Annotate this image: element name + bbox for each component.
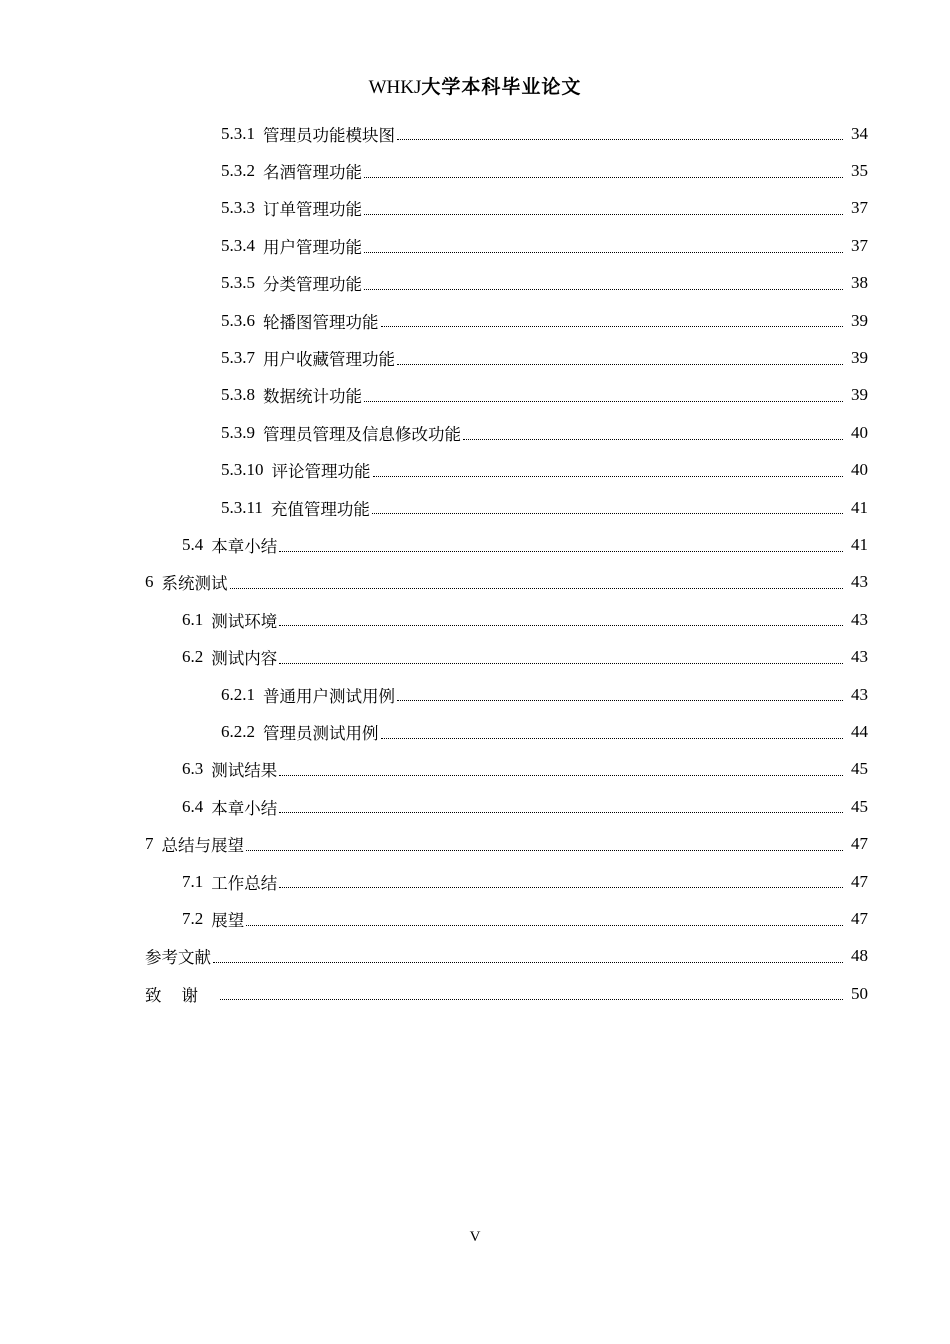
- toc-entry-title: 管理员管理及信息修改功能: [263, 424, 461, 444]
- toc-entry-page: 43: [851, 572, 868, 592]
- toc-entry[interactable]: [145, 825, 868, 862]
- header-title: 大学本科毕业论文: [421, 76, 582, 98]
- toc-entry[interactable]: [145, 414, 868, 451]
- toc-entry-page: 50: [851, 983, 868, 1003]
- toc-dot-leader: [364, 252, 843, 253]
- toc-entry[interactable]: [145, 339, 868, 376]
- toc-entry-title: 参考文献: [145, 948, 211, 968]
- toc-entry-title: 测试结果: [211, 761, 278, 781]
- toc-entry-page: 40: [851, 460, 868, 480]
- toc-entry-page: 47: [851, 834, 868, 854]
- toc-entry[interactable]: [145, 152, 868, 189]
- toc-entry[interactable]: [145, 190, 868, 227]
- toc-entry-page: 43: [851, 609, 868, 629]
- toc-entry-page: 43: [851, 684, 868, 704]
- toc-dot-leader: [279, 663, 843, 664]
- toc-entry-title: 测试内容: [211, 649, 278, 669]
- toc-entry-number: 6.2.2: [221, 721, 255, 741]
- toc-entry[interactable]: [145, 115, 868, 152]
- toc-entry[interactable]: [145, 713, 868, 750]
- toc-dot-leader: [279, 775, 843, 776]
- toc-entry-page: 48: [851, 946, 868, 966]
- toc-entry-number: 5.3.5: [221, 273, 255, 293]
- toc-dot-leader: [230, 588, 844, 589]
- toc-entry-number: 5.3.8: [221, 385, 255, 405]
- toc-entry-number: 7: [145, 834, 154, 854]
- toc-entry-number: 5.3.9: [221, 422, 255, 442]
- toc-entry-page: 40: [851, 422, 868, 442]
- toc-entry[interactable]: [145, 676, 868, 713]
- toc-dot-leader: [364, 214, 843, 215]
- toc-entry-title: 管理员测试用例: [263, 723, 379, 743]
- toc-dot-leader: [364, 177, 843, 178]
- toc-entry-number: 6.4: [182, 796, 204, 816]
- toc-entry[interactable]: [145, 900, 868, 937]
- toc-entry-title: 评论管理功能: [271, 462, 371, 482]
- toc-entry[interactable]: [145, 938, 868, 975]
- toc-entry-title: 本章小结: [211, 798, 278, 818]
- header-school-code: WHKJ: [368, 77, 422, 98]
- toc-entry-page: 41: [851, 534, 868, 554]
- toc-entry-number: 6.1: [182, 609, 204, 629]
- toc-entry-title: 用户收藏管理功能: [263, 350, 395, 370]
- toc-entry[interactable]: [145, 452, 868, 489]
- toc-dot-leader: [381, 738, 844, 739]
- toc-entry[interactable]: [145, 227, 868, 264]
- toc-entry[interactable]: [145, 601, 868, 638]
- toc-entry-title: 轮播图管理功能: [263, 312, 379, 332]
- toc-dot-leader: [381, 326, 844, 327]
- toc-dot-leader: [279, 625, 843, 626]
- toc-entry-title: 总结与展望: [161, 836, 244, 856]
- toc-entry-number: 5.3.4: [221, 235, 255, 255]
- toc-entry-number: 6.2: [182, 647, 204, 667]
- toc-entry-title: 工作总结: [211, 873, 278, 893]
- toc-entry-number: 6.3: [182, 759, 204, 779]
- toc-entry-number: 5.3.3: [221, 198, 255, 218]
- toc-entry-page: 39: [851, 385, 868, 405]
- toc-dot-leader: [364, 289, 843, 290]
- toc-entry-title: 系统测试: [161, 574, 228, 594]
- toc-entry-page: 44: [851, 721, 868, 741]
- toc-entry-title: 普通用户测试用例: [263, 686, 395, 706]
- toc-entry-number: 5.3.2: [221, 161, 255, 181]
- toc-dot-leader: [220, 999, 843, 1000]
- toc-entry-page: 45: [851, 796, 868, 816]
- toc-entry[interactable]: [145, 302, 868, 339]
- toc-dot-leader: [397, 700, 843, 701]
- toc-dot-leader: [246, 850, 843, 851]
- toc-entry-page: 41: [851, 497, 868, 517]
- toc-dot-leader: [246, 925, 843, 926]
- toc-entry-number: 7.2: [182, 908, 204, 928]
- toc-entry-number: 6.2.1: [221, 684, 255, 704]
- toc-entry-title: 本章小结: [211, 536, 278, 556]
- toc-entry-title: 数据统计功能: [263, 387, 362, 407]
- toc-entry-title: 管理员功能模块图: [263, 125, 395, 145]
- toc-dot-leader: [372, 513, 843, 514]
- toc-entry-number: 5.3.6: [221, 310, 255, 330]
- toc-entry-title: 测试环境: [211, 611, 278, 631]
- toc-entry-page: 45: [851, 759, 868, 779]
- toc-entry-page: 39: [851, 310, 868, 330]
- toc-entry-number: 5.3.1: [221, 123, 255, 143]
- toc-dot-leader: [397, 139, 843, 140]
- toc-entry-number: 7.1: [182, 871, 204, 891]
- toc-entry-title: 用户管理功能: [263, 237, 362, 257]
- toc-entry-page: 37: [851, 235, 868, 255]
- toc-entry[interactable]: [145, 564, 868, 601]
- running-header: [0, 72, 950, 99]
- toc-entry-page: 34: [851, 123, 868, 143]
- toc-entry-title: 充值管理功能: [270, 499, 370, 519]
- toc-entry[interactable]: [145, 377, 868, 414]
- toc-entry-page: 43: [851, 647, 868, 667]
- toc-entry[interactable]: [145, 638, 868, 675]
- toc-dot-leader: [279, 551, 843, 552]
- toc-entry-title: 分类管理功能: [263, 275, 362, 295]
- toc-entry-page: 39: [851, 348, 868, 368]
- toc-entry-title: 名酒管理功能: [263, 163, 362, 183]
- toc-entry[interactable]: [145, 526, 868, 563]
- toc-dot-leader: [397, 364, 843, 365]
- toc-entry-page: 35: [851, 161, 868, 181]
- toc-dot-leader: [213, 962, 843, 963]
- toc-entry-page: 47: [851, 871, 868, 891]
- toc-entry[interactable]: [145, 489, 868, 526]
- page-number: V: [469, 1229, 481, 1245]
- toc-entry[interactable]: [145, 751, 868, 788]
- toc-entry[interactable]: [145, 788, 868, 825]
- header-rule: [145, 101, 867, 102]
- toc-dot-leader: [463, 439, 843, 440]
- toc-dot-leader: [364, 401, 843, 402]
- toc-entry-page: 47: [851, 908, 868, 928]
- toc-entry[interactable]: [145, 975, 868, 1012]
- toc-entry[interactable]: [145, 863, 868, 900]
- toc-dot-leader: [279, 887, 843, 888]
- toc-entry-page: 38: [851, 273, 868, 293]
- toc-entry-number: 5.4: [182, 534, 204, 554]
- toc-entry-number: 5.3.11: [221, 497, 263, 517]
- toc-entry-title: 致谢: [145, 985, 218, 1005]
- toc-dot-leader: [373, 476, 844, 477]
- toc-entry-title: 订单管理功能: [263, 200, 362, 220]
- toc-entry-number: 5.3.7: [221, 348, 255, 368]
- toc-entry-number: 6: [145, 572, 154, 592]
- toc-entry-page: 37: [851, 198, 868, 218]
- toc-entry-number: 5.3.10: [221, 460, 264, 480]
- toc-dot-leader: [279, 812, 843, 813]
- toc-entry[interactable]: [145, 265, 868, 302]
- toc-entry-title: 展望: [211, 910, 245, 930]
- table-of-contents: [145, 115, 868, 1012]
